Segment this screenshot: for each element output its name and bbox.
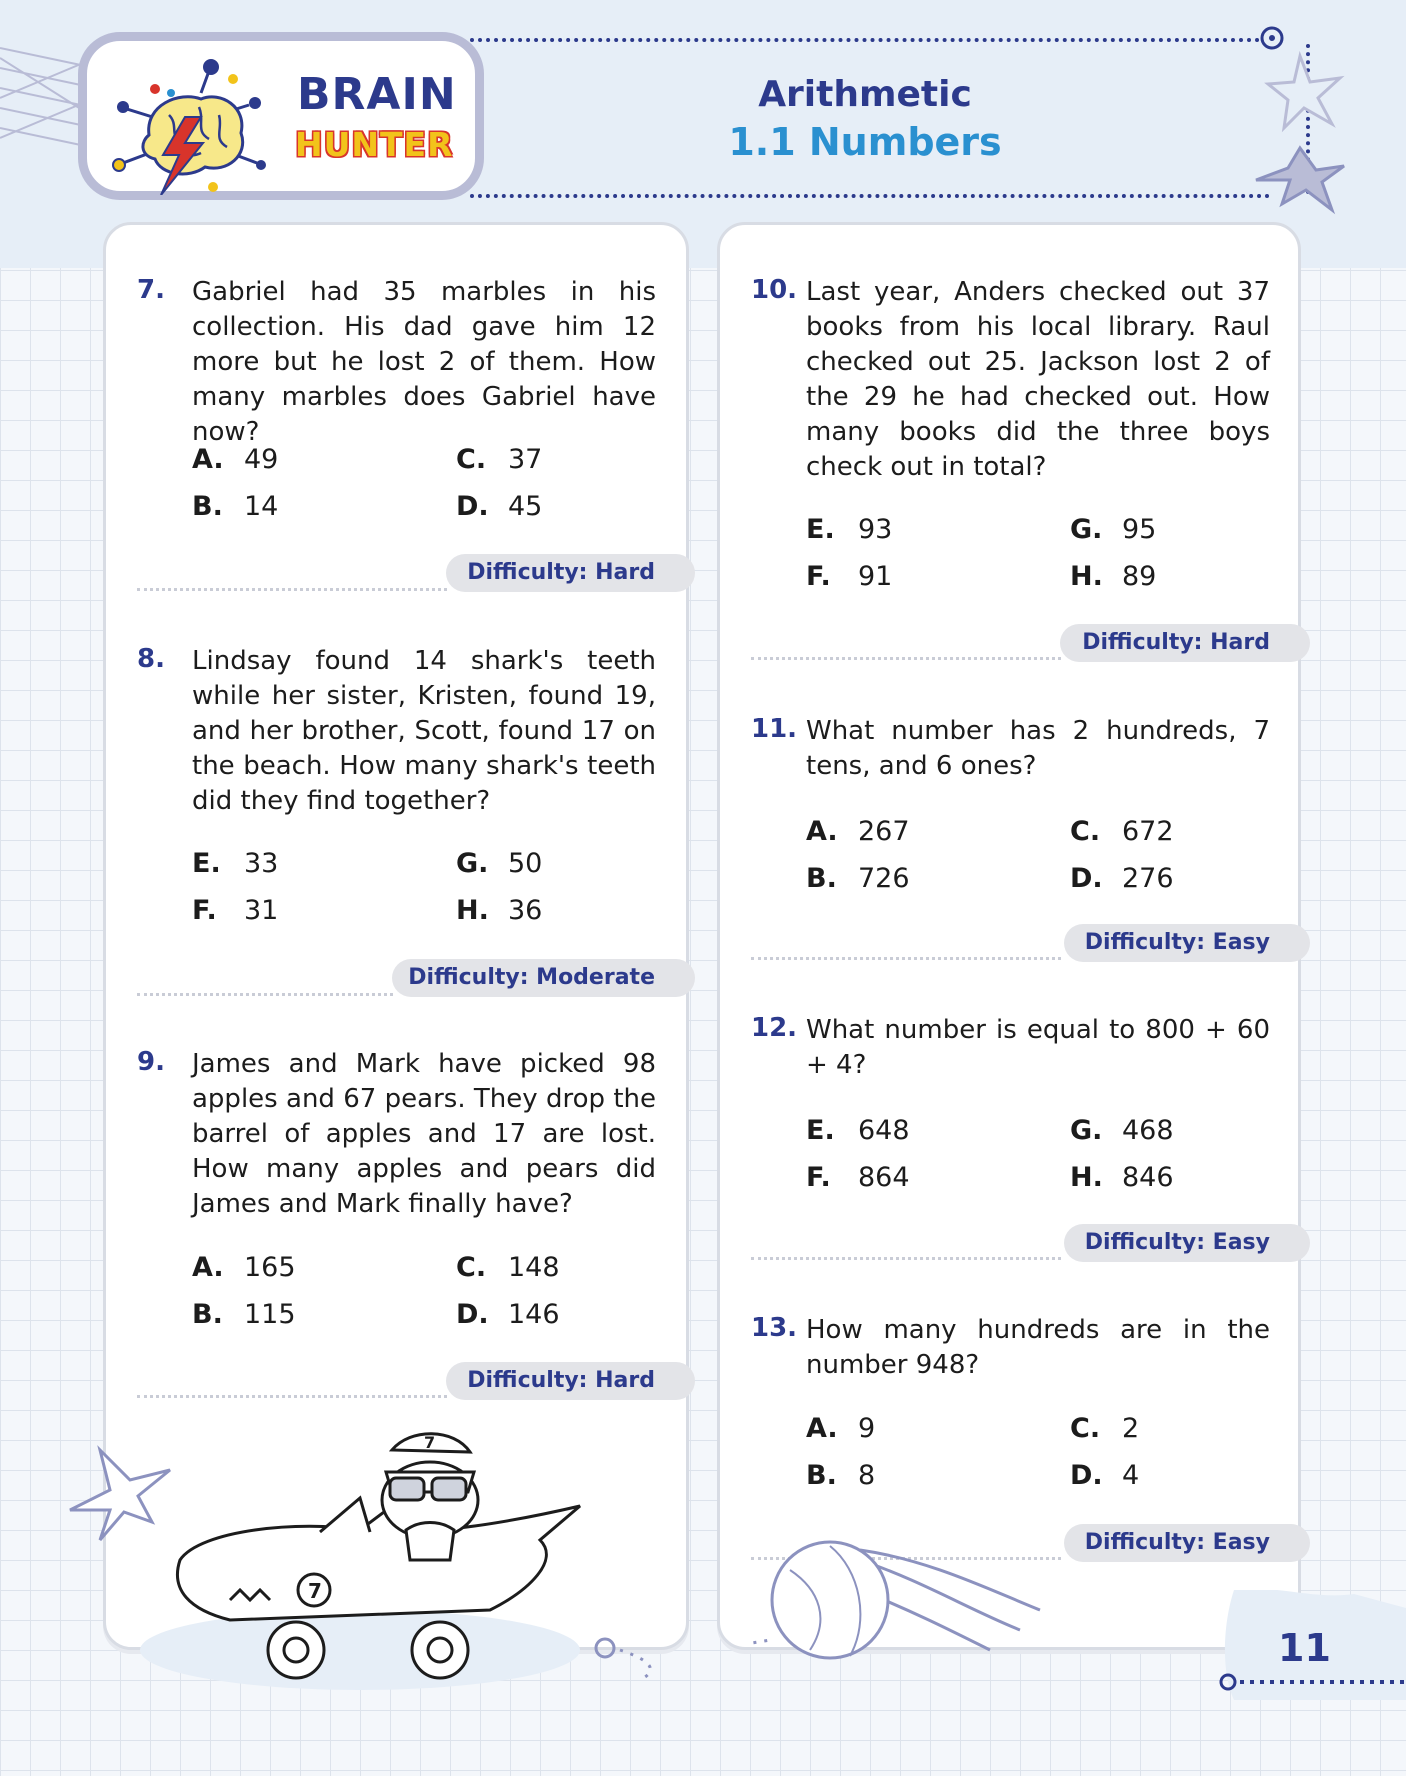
meteor-icon — [750, 1530, 1050, 1690]
question-number: 7. — [137, 275, 165, 305]
option-c[interactable]: C. 2 — [1070, 1413, 1140, 1444]
difficulty-badge: Difficulty: Easy — [1064, 1524, 1310, 1562]
option-h[interactable]: H. 89 — [1070, 561, 1157, 592]
option-c[interactable]: C. 672 — [1070, 816, 1174, 847]
option-e[interactable]: E. 93 — [806, 514, 893, 545]
option-g[interactable]: G. 468 — [1070, 1115, 1174, 1146]
header-dotted-line-bottom — [470, 194, 1270, 198]
difficulty-badge: Difficulty: Easy — [1064, 1224, 1310, 1262]
separator — [137, 588, 447, 591]
option-c[interactable]: C. 37 — [456, 444, 543, 475]
question-text: James and Mark have picked 98 apples and 67 pears. They drop the barrel of apples and 17 are lost. How many apples and pears did James and Mark finally have? — [192, 1049, 656, 1219]
question-text: How many hundreds are in the number 948? — [806, 1315, 1270, 1380]
question-number: 8. — [137, 644, 165, 674]
brand-logo — [78, 32, 484, 200]
section-subtitle: 1.1 Numbers — [728, 120, 1002, 164]
difficulty-badge: Difficulty: Hard — [446, 1362, 695, 1400]
option-d[interactable]: D. 4 — [1070, 1460, 1140, 1491]
brain-logo-icon — [109, 55, 289, 195]
separator — [137, 993, 393, 996]
option-f[interactable]: F. 91 — [806, 561, 893, 592]
question-number: 10. — [751, 275, 798, 305]
difficulty-badge: Difficulty: Moderate — [392, 959, 695, 997]
difficulty-badge: Difficulty: Easy — [1064, 924, 1310, 962]
separator — [751, 657, 1061, 660]
option-b[interactable]: B. 8 — [806, 1460, 876, 1491]
option-d[interactable]: D. 146 — [456, 1299, 560, 1330]
option-e[interactable]: E. 33 — [192, 848, 279, 879]
page-number: 11 — [1278, 1626, 1331, 1670]
logo-word-hunter: HUNTER — [295, 125, 454, 164]
question-number: 11. — [751, 714, 798, 744]
option-d[interactable]: D. 45 — [456, 491, 543, 522]
question-text: Lindsay found 14 shark's teeth while her sister, Kristen, found 19, and her brother, Scott, found 17 on the beach. How many shark's teeth did they find together? — [192, 646, 656, 816]
option-c[interactable]: C. 148 — [456, 1252, 560, 1283]
question-text: Gabriel had 35 marbles in his collection. His dad gave him 12 more but he lost 2 of them. How many marbles does Gabriel have now? — [192, 277, 656, 447]
question-text: What number is equal to 800 + 60 + 4? — [806, 1015, 1270, 1080]
option-a[interactable]: A. 49 — [192, 444, 279, 475]
option-b[interactable]: B. 14 — [192, 491, 279, 522]
car-number: 7 — [308, 1579, 322, 1603]
option-f[interactable]: F. 31 — [192, 895, 279, 926]
separator — [751, 957, 1061, 960]
question-number: 13. — [751, 1313, 798, 1343]
option-a[interactable]: A. 9 — [806, 1413, 876, 1444]
option-h[interactable]: H. 846 — [1070, 1162, 1174, 1193]
question-number: 12. — [751, 1013, 798, 1043]
star-decoration-icon — [1240, 20, 1360, 220]
helmet-number: 7 — [424, 1433, 436, 1452]
header-dotted-line-top — [470, 38, 1260, 42]
option-h[interactable]: H. 36 — [456, 895, 543, 926]
option-g[interactable]: G. 50 — [456, 848, 543, 879]
option-g[interactable]: G. 95 — [1070, 514, 1157, 545]
separator — [137, 1395, 447, 1398]
shark-car-illustration — [60, 1410, 720, 1700]
option-f[interactable]: F. 864 — [806, 1162, 910, 1193]
difficulty-badge: Difficulty: Hard — [1060, 624, 1310, 662]
logo-word-brain: BRAIN — [297, 69, 457, 120]
question-text: Last year, Anders checked out 37 books from his local library. Raul checked out 25. Jackson lost 2 of the 29 he had checked out. How many books did the three boys check out in total? — [806, 277, 1270, 482]
option-d[interactable]: D. 276 — [1070, 863, 1174, 894]
question-number: 9. — [137, 1047, 165, 1077]
option-a[interactable]: A. 165 — [192, 1252, 296, 1283]
option-e[interactable]: E. 648 — [806, 1115, 910, 1146]
option-b[interactable]: B. 115 — [192, 1299, 296, 1330]
separator — [751, 1257, 1061, 1260]
page-title: Arithmetic — [758, 74, 972, 115]
difficulty-badge: Difficulty: Hard — [446, 554, 695, 592]
option-a[interactable]: A. 267 — [806, 816, 910, 847]
question-text: What number has 2 hundreds, 7 tens, and 6 ones? — [806, 716, 1270, 781]
option-b[interactable]: B. 726 — [806, 863, 910, 894]
